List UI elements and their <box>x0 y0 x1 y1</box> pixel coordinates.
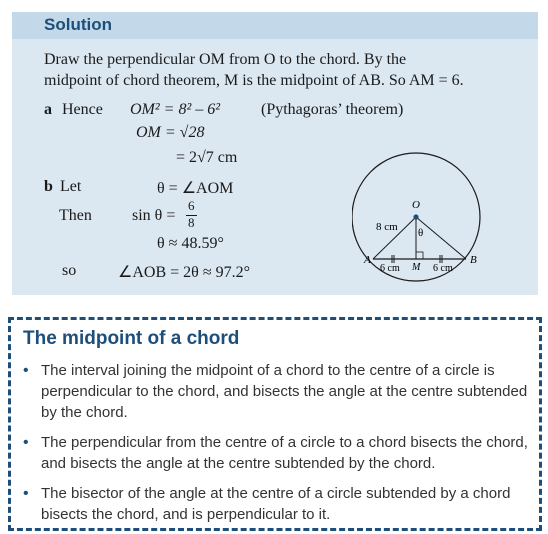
key-points <box>23 360 535 534</box>
part-a-label: a <box>44 101 52 118</box>
part-b-label: b <box>44 178 53 195</box>
key-point-text: The perpendicular from the centre of a circle to a chord bisects the chord, and bisects the angle at the centre subtended by the chord. <box>41 434 528 472</box>
key-point-text: The bisector of the angle at the centre of a circle subtended by a chord bisects the chord, and is perpendicular to it. <box>41 485 511 523</box>
part-a-eq2: OM = √28 <box>136 124 205 141</box>
key-box <box>8 317 542 531</box>
circle-diagram <box>352 142 532 290</box>
label-half-left: 6 cm <box>380 263 400 274</box>
bullet-icon: • <box>23 362 29 379</box>
part-a-note: (Pythagoras’ theorem) <box>261 101 404 118</box>
part-a-eq1: OM² = 8² – 6² <box>130 101 221 118</box>
bullet-icon: • <box>23 485 29 502</box>
label-o: O <box>412 199 420 211</box>
part-a-lead: Hence <box>62 101 103 118</box>
intro-line-2: midpoint of chord theorem, M is the midpoint of AB. So AM = 6. <box>44 72 464 89</box>
label-m: M <box>412 262 421 273</box>
part-b-eq4: ∠AOB = 2θ ≈ 97.2° <box>118 264 250 281</box>
part-b-eq2: sin θ = <box>132 207 176 224</box>
part-b-frac-num: 6 <box>188 198 195 213</box>
part-b-eq1: θ = ∠AOM <box>157 180 234 197</box>
label-a: A <box>364 254 371 266</box>
solution-header <box>12 12 538 39</box>
part-b-lead: Let <box>60 178 82 195</box>
key-point <box>23 432 535 474</box>
key-point <box>23 360 535 423</box>
part-b-then: Then <box>59 207 92 224</box>
label-b: B <box>470 254 477 266</box>
key-point-text: The interval joining the midpoint of a chord to the centre of a circle is perpendicular to the chord, and bisects the angle at the centre subtended by the chord. <box>41 362 528 421</box>
radius-ob <box>416 217 466 259</box>
label-radius: 8 cm <box>376 221 398 233</box>
bullet-icon: • <box>23 434 29 451</box>
part-a-eq3: = 2√7 cm <box>176 149 238 166</box>
solution-title: Solution <box>44 15 112 34</box>
part-b-so: so <box>62 262 77 279</box>
label-theta: θ <box>418 227 424 239</box>
right-angle-mark <box>416 252 423 259</box>
key-title: The midpoint of a chord <box>23 328 240 349</box>
part-b-eq3: θ ≈ 48.59° <box>157 235 224 252</box>
key-point <box>23 483 535 525</box>
label-half-right: 6 cm <box>433 263 453 274</box>
centre-point <box>413 214 418 219</box>
intro-line-1: Draw the perpendicular OM from O to the chord. By the <box>44 51 407 68</box>
part-b-frac-den: 8 <box>188 215 195 230</box>
solution-panel <box>12 12 538 295</box>
